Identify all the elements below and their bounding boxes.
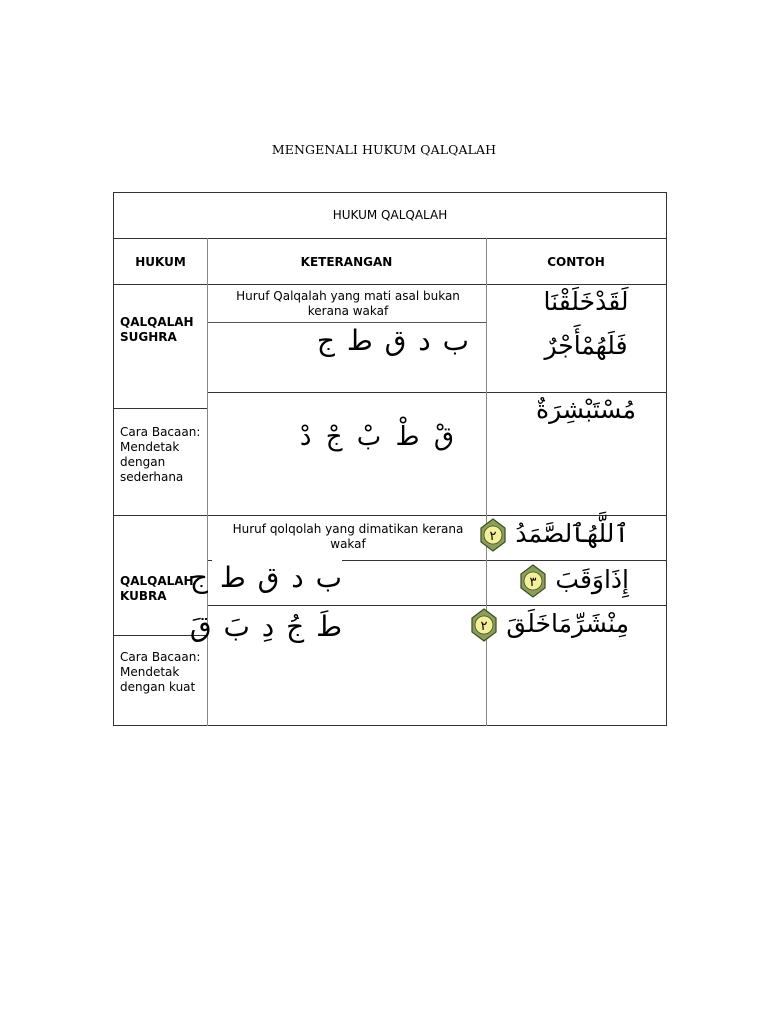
ayah-number: ٢ [489, 529, 497, 544]
header-keterangan: KETERANGAN [300, 255, 393, 269]
page-title: MENGENALI HUKUM QALQALAH [271, 142, 497, 157]
sughra-example-3: مُسْتَبْشِرَةٌ [526, 393, 646, 427]
header-hukum: HUKUM [135, 255, 186, 269]
ayah-number: ٢ [480, 619, 488, 634]
kubra-letters: ب د ق ط ج [189, 561, 342, 594]
kubra-description: Huruf qolqolah yang dimatikan kerana wakaf [232, 522, 464, 551]
ayah-marker-icon [479, 518, 507, 552]
sughra-example-2: فَلَهُمْأَجْرٌ [526, 329, 646, 363]
sughra-letters-sukun: قْ طْ بْ جْ دْ [299, 422, 454, 452]
sughra-description: Huruf Qalqalah yang mati asal bukan kerana wakaf [236, 289, 460, 318]
kubra-example-3: مِنْشَرِّمَاخَلَقَ ٢ [494, 607, 629, 642]
ayah-number: ٣ [529, 575, 537, 590]
sughra-cara-bacaan: Cara Bacaan: Mendetak dengan sederhana [120, 425, 201, 484]
sughra-label: QALQALAH SUGHRA [120, 315, 194, 344]
header-contoh: CONTOH [547, 255, 605, 269]
ayah-marker-icon [470, 608, 498, 642]
kubra-example-2: إِذَاوَقَبَ ٣ [494, 563, 629, 598]
sughra-letters: ب د ق ط ج [316, 324, 469, 357]
ayah-marker-icon [519, 564, 547, 598]
sughra-example-1: لَقَدْخَلَقْنَا [526, 285, 646, 319]
kubra-cara-bacaan: Cara Bacaan: Mendetak dengan kuat [120, 650, 201, 694]
table-caption: HUKUM QALQALAH [332, 208, 448, 222]
kubra-letters-vowel: طَ جُ دِ بَ قَ [212, 607, 342, 647]
kubra-example-1: ٱللَّهُٱلصَّمَدُ ٢ [494, 517, 629, 552]
kubra-label: QALQALAH KUBRA [120, 574, 194, 603]
qalqalah-table [113, 192, 667, 726]
